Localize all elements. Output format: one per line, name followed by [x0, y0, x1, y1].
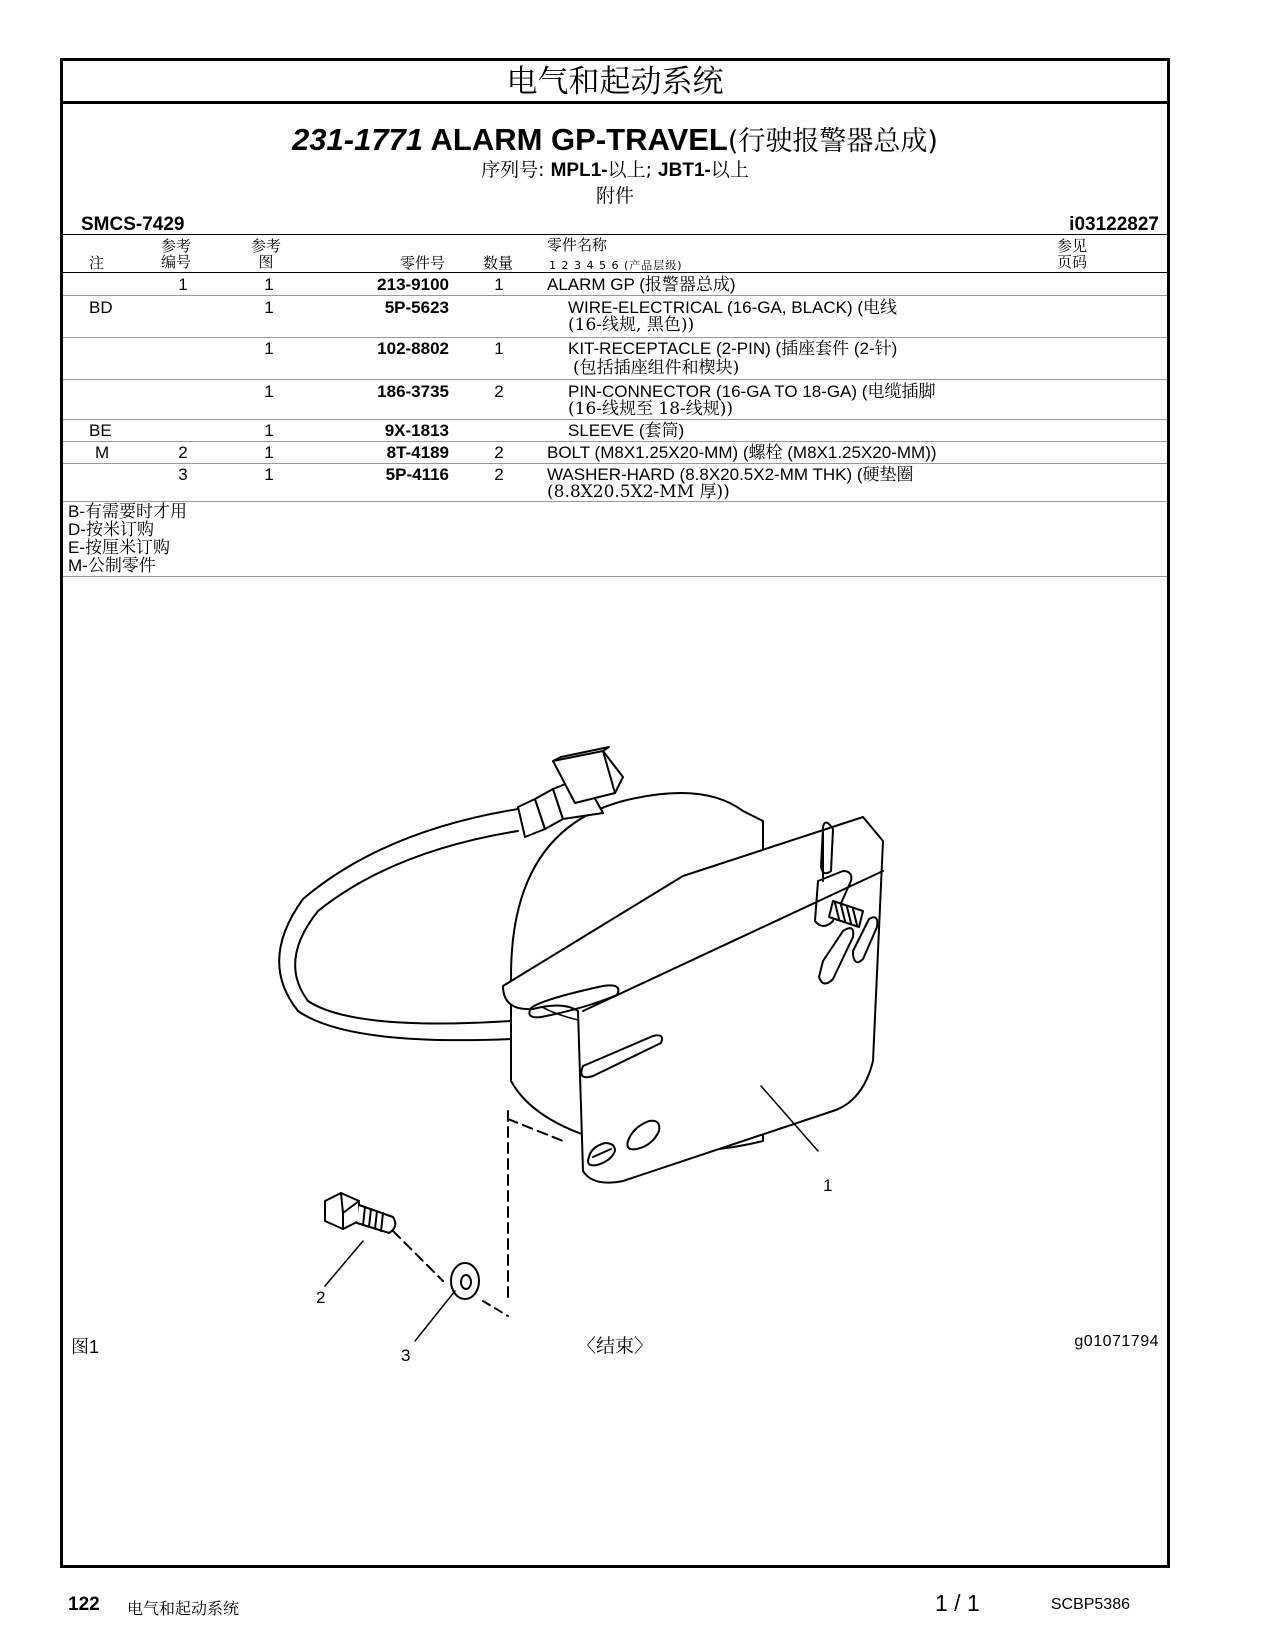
row-ref: 2 [178, 443, 188, 462]
row-qty: 2 [494, 382, 504, 401]
cable [295, 831, 518, 1024]
row-description-cont: (8.8X20.5X2-MM 厚)) [547, 482, 730, 502]
col-ref-fig-line1: 参考 [251, 237, 282, 255]
row-description-cont: (16-线规, 黑色)) [568, 315, 695, 335]
document-id: i03122827 [1069, 214, 1159, 235]
note-m: M-公制零件 [68, 556, 156, 575]
col-levels [549, 257, 683, 273]
row-part-number: 5P-4116 [385, 465, 449, 484]
serial-1-suffix: 以上; [607, 159, 652, 181]
serial-2: JBT1- [658, 160, 711, 181]
row-divider [63, 379, 1167, 380]
row-ref: 3 [178, 465, 188, 484]
title-name: ALARM GP-TRAVEL [430, 122, 728, 157]
row-description: BOLT (M8X1.25X20-MM) (螺栓 (M8X1.25X20-MM)) [547, 443, 937, 462]
row-note: M [95, 443, 110, 462]
row-part-number: 102-8802 [377, 339, 449, 358]
smcs-code: SMCS-7429 [81, 214, 185, 235]
graphic-id: g01071794 [1074, 1333, 1159, 1350]
row-fig: 1 [264, 339, 274, 358]
col-part-name: 零件名称 [547, 236, 608, 254]
col-see-page-line2: 页码 [1057, 253, 1088, 271]
title-part-number: 231-1771 [292, 122, 424, 157]
col-ref-no-line1: 参考 [161, 237, 192, 255]
col-levels-note: (产品层级) [623, 259, 683, 272]
serial-1: MPL1- [550, 160, 608, 181]
row-fig: 1 [264, 421, 274, 440]
row-description: WASHER-HARD (8.8X20.5X2-MM THK) (硬垫圈 [547, 465, 914, 484]
row-description: PIN-CONNECTOR (16-GA TO 18-GA) (电缆插脚 [568, 382, 936, 401]
attachment-label: 附件 [595, 185, 634, 207]
row-description: WIRE-ELECTRICAL (16-GA, BLACK) (电线 [568, 298, 898, 317]
row-ref: 1 [178, 275, 188, 294]
row-qty: 2 [494, 443, 504, 462]
footer-document-number: SCBP5386 [1050, 1596, 1130, 1613]
section-title: 电气和起动系统 [63, 61, 1167, 104]
notes-divider [63, 576, 1167, 577]
callout-2: 2 [316, 1288, 326, 1307]
row-note: BE [89, 421, 112, 440]
page-title [63, 119, 1167, 158]
footer-page-number: 122 [68, 1594, 100, 1615]
col-ref-fig [251, 238, 281, 270]
col-ref-no-line2: 编号 [161, 253, 192, 271]
col-see-page-line1: 参见 [1057, 237, 1088, 255]
figure-label: 图1 [71, 1337, 100, 1357]
row-divider [63, 441, 1167, 442]
end-marker: 〈结束〉 [576, 1335, 653, 1357]
row-divider [63, 337, 1167, 338]
washer [451, 1263, 479, 1299]
row-description-cont: (包括插座组件和楔块) [573, 358, 740, 378]
col-part-no: 零件号 [400, 254, 446, 272]
col-levels-numbers: 1 2 3 4 5 6 [549, 259, 620, 272]
row-qty: 1 [494, 275, 504, 294]
col-see-page [1057, 238, 1087, 270]
row-part-number: 5P-5623 [384, 298, 449, 317]
row-qty: 1 [494, 339, 504, 358]
row-description: ALARM GP (报警器总成) [547, 275, 736, 294]
callout-1: 1 [823, 1176, 833, 1195]
footer-section: 电气和起动系统 [127, 1599, 240, 1618]
row-description-cont: (16-线规至 18-线规)) [568, 399, 734, 419]
footer-page-ratio: 1 / 1 [935, 1590, 980, 1616]
row-fig: 1 [264, 443, 274, 462]
col-note: 注 [89, 254, 105, 272]
col-ref-fig-line2: 图 [258, 253, 274, 271]
row-divider [63, 501, 1167, 502]
header-rule [63, 234, 1167, 235]
row-part-number: 186-3735 [377, 382, 449, 401]
title-name-cn: (行驶报警器总成) [727, 126, 938, 157]
serial-label: 序列号: [481, 159, 545, 181]
table-header-rule [63, 272, 1167, 273]
note-d: D-按米订购 [68, 520, 154, 539]
row-divider [63, 463, 1167, 464]
row-fig: 1 [264, 382, 274, 401]
page-frame [60, 58, 1170, 1568]
row-part-number: 8T-4189 [386, 443, 449, 462]
col-qty: 数量 [483, 254, 514, 272]
serial-2-suffix: 以上 [710, 159, 749, 181]
row-divider [63, 419, 1167, 420]
row-part-number: 9X-1813 [384, 421, 449, 440]
row-fig: 1 [264, 298, 274, 317]
note-e: E-按厘米订购 [68, 538, 170, 557]
row-note: BD [89, 298, 113, 317]
note-b: B-有需要时才用 [68, 502, 187, 521]
row-fig: 1 [264, 275, 274, 294]
callout-3: 3 [401, 1346, 411, 1365]
row-fig: 1 [264, 465, 274, 484]
row-description: KIT-RECEPTACLE (2-PIN) (插座套件 (2-针) [568, 339, 898, 358]
col-ref-no [161, 238, 191, 270]
bolt [325, 1193, 395, 1233]
row-description: SLEEVE (套筒) [568, 421, 685, 440]
row-part-number: 213-9100 [377, 275, 449, 294]
serial-line [63, 155, 1167, 182]
legend-notes [68, 503, 187, 575]
row-divider [63, 295, 1167, 296]
row-qty: 2 [494, 465, 504, 484]
